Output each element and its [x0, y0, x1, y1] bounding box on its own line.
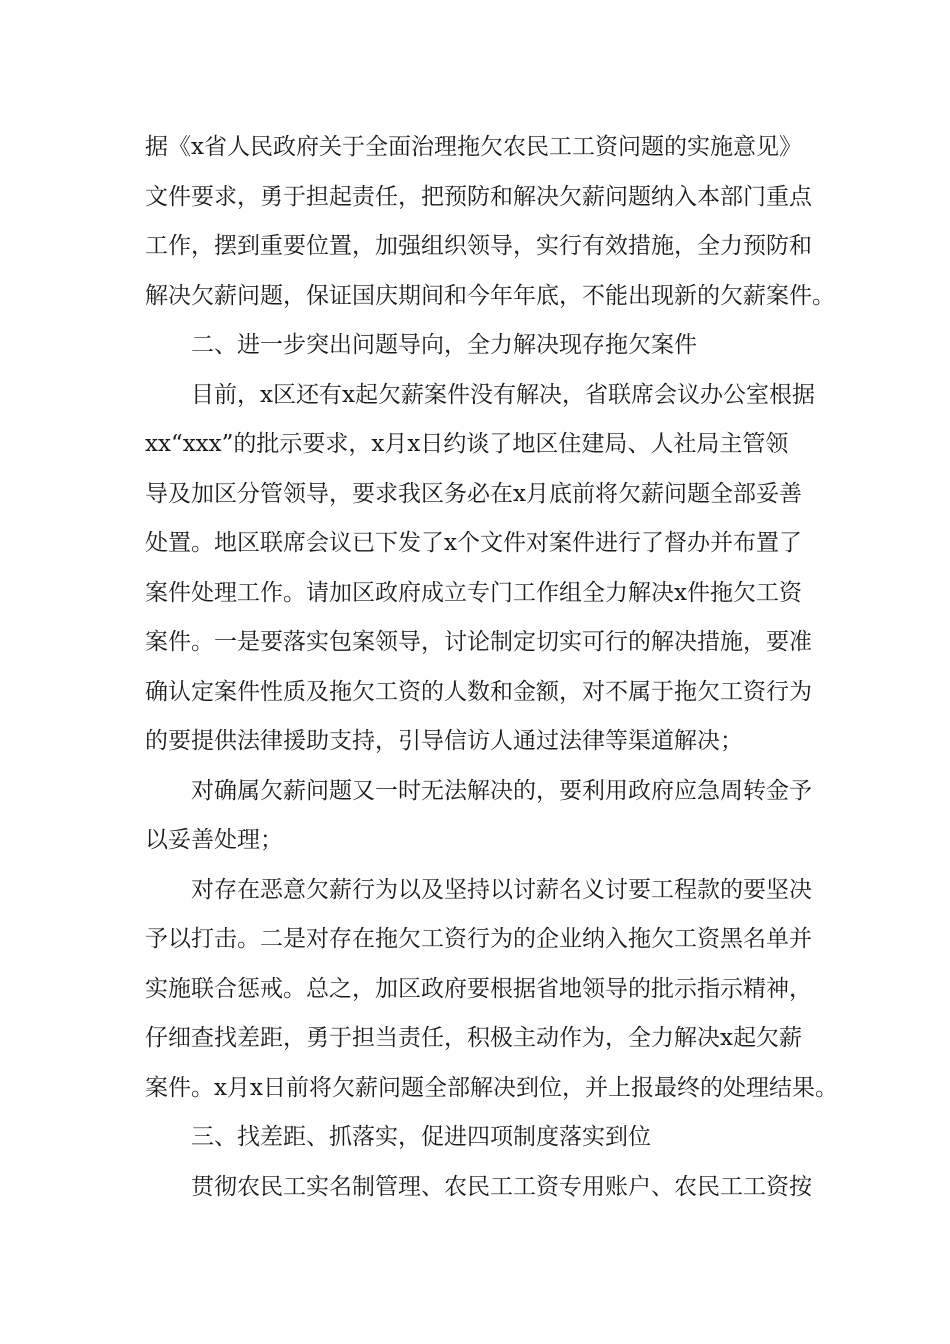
paragraph-line: 案件。x月x日前将欠薪问题全部解决到位，并上报最终的处理结果。	[145, 1074, 838, 1101]
paragraph-line: 确认定案件性质及拖欠工资的人数和金额，对不属于拖欠工资行为	[145, 678, 812, 705]
paragraph-line: 文件要求，勇于担起责任，把预防和解决欠薪问题纳入本部门重点	[145, 183, 812, 210]
paragraph-line: 案件处理工作。请加区政府成立专门工作组全力解决x件拖欠工资	[145, 579, 802, 606]
paragraph-line: 以妥善处理；	[145, 827, 283, 853]
paragraph-line: 据《x省人民政府关于全面治理拖欠农民工工资问题的实施意见》	[145, 134, 802, 160]
paragraph-line: 目前，x区还有x起欠薪案件没有解决，省联席会议办公室根据	[191, 381, 815, 408]
paragraph-line: 予以打击。二是对存在拖欠工资行为的企业纳入拖欠工资黑名单并	[145, 926, 812, 952]
section-heading-2: 二、进一步突出问题导向，全力解决现存拖欠案件	[191, 332, 697, 358]
paragraph-line: 贯彻农民工实名制管理、农民工工资专用账户、农民工工资按	[191, 1173, 812, 1200]
paragraph-line: 的要提供法律援助支持，引导信访人通过法律等渠道解决；	[145, 728, 743, 754]
paragraph-line: 案件。一是要落实包案领导，讨论制定切实可行的解决措施，要准	[145, 629, 812, 655]
paragraph-line: 工作，摆到重要位置，加强组织领导，实行有效措施，全力预防和	[145, 233, 812, 259]
section-heading-3: 三、找差距、抓落实，促进四项制度落实到位	[191, 1124, 651, 1150]
paragraph-line: xx“xxx”的批示要求，x月x日约谈了地区住建局、人社局主管领	[145, 431, 789, 457]
document-body	[145, 123, 838, 1212]
paragraph-line: 导及加区分管领导，要求我区务必在x月底前将欠薪问题全部妥善	[145, 480, 802, 507]
paragraph-line: 实施联合惩戒。总之，加区政府要根据省地领导的批示指示精神，	[145, 975, 812, 1002]
paragraph-line: 对确属欠薪问题又一时无法解决的，要利用政府应急周转金予	[191, 777, 812, 804]
paragraph-line: 处置。地区联席会议已下发了x个文件对案件进行了督办并布置了	[145, 530, 802, 556]
paragraph-line: 解决欠薪问题，保证国庆期间和今年年底，不能出现新的欠薪案件。	[145, 282, 835, 309]
paragraph-line: 仔细查找差距，勇于担当责任，积极主动作为，全力解决x起欠薪	[145, 1025, 802, 1051]
paragraph-line: 对存在恶意欠薪行为以及坚持以讨薪名义讨要工程款的要坚决	[191, 876, 812, 903]
